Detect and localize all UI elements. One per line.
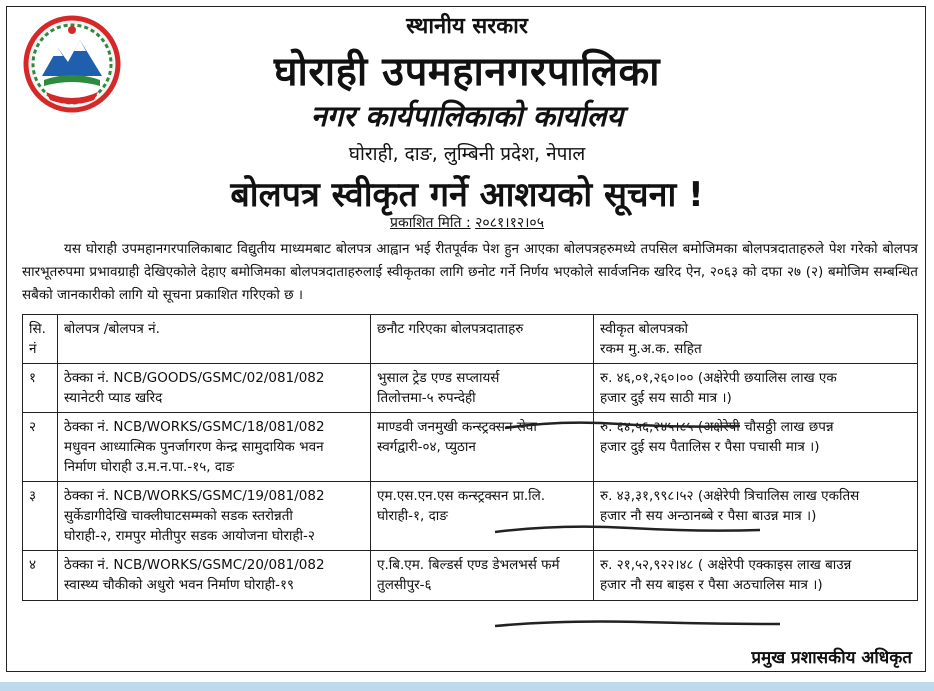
local-government-heading: स्थानीय सरकार — [406, 14, 528, 39]
table-row — [23, 551, 918, 601]
header-bidder: छनौट गरिएका बोलपत्रदाताहरु — [371, 315, 594, 364]
table-header-row — [23, 315, 918, 364]
bottom-strip — [0, 682, 934, 691]
table-row — [23, 364, 918, 413]
notice-paragraph: यस घोराही उपमहानगरपालिकाबाट विद्युतीय माध्यमबाट बोलपत्र आह्वान भई रीतपूर्वक पेश हुन आएका बोलपत्रहरुमध्ये तपसिल बमोजिमका बोलपत्रदाताहरुले पेश गरेको बोलपत्र सारभूतरुपमा प्रभावग्राही देखिएकोले देहाए बमोजिमका बोलपत्रदाताहरुलाई स्वीकृतका लागि छनोट गर्ने निर्णय भएकोले सार्वजनिक खरिद ऐन, २०६३ को दफा २७ (२) बमोजिम सम्बन्धित सबैको जानकारीको लागि यो सूचना प्रकाशित गरिएको छ । — [22, 241, 918, 303]
row-bid: ठेक्का नं. NCB/WORKS/GSMC/19/081/082 सुर्केडागीदेखि चाक्लीघाटसम्मको सडक स्तरोन्नती घोराही-२, रामपुर मोतीपुर सडक आयोजना घोराही-२ — [58, 482, 371, 551]
office-name: नगर कार्यपालिकाको कार्यालय — [310, 99, 624, 133]
published-date-line — [0, 213, 934, 232]
row-sn: ४ — [23, 551, 58, 601]
chief-administrative-officer: प्रमुख प्रशासकीय अधिकृत — [751, 648, 912, 668]
row-bidder: ए.बि.एम. बिल्डर्स एण्ड डेभलभर्स फर्म तुलसीपुर-६ — [371, 551, 594, 601]
row-bidder: माण्डवी जनमुखी कन्स्ट्रक्सन सेवा स्वर्गद्वारी-०४, प्युठान — [371, 413, 594, 482]
published-label: प्रकाशित मिति : — [389, 215, 471, 231]
row-bid: ठेक्का नं. NCB/GOODS/GSMC/02/081/082 स्यानेटरी प्याड खरिद — [58, 364, 371, 413]
row-amount: रु. ४६,०१,२६०।०० (अक्षेरेपी छयालिस लाख एक हजार दुई सय साठी मात्र ।) — [594, 364, 918, 413]
row-sn: १ — [23, 364, 58, 413]
header-bid: बोलपत्र /बोलपत्र नं. — [58, 315, 371, 364]
selected-bids-table — [22, 314, 918, 601]
row-bidder: एम.एस.एन.एस कन्स्ट्रक्सन प्रा.लि. घोराही-१, दाङ — [371, 482, 594, 551]
row-bidder: भुसाल ट्रेड एण्ड सप्लायर्स तिलोत्तमा-५ रुपन्देही — [371, 364, 594, 413]
office-address: घोराही, दाङ, लुम्बिनी प्रदेश, नेपाल — [348, 143, 586, 165]
table-row — [23, 482, 918, 551]
row-sn: ३ — [23, 482, 58, 551]
row-amount: रु. ४३,३१,९९८।५२ (अक्षेरेपी त्रिचालिस लाख एकतिस हजार नौ सय अन्ठानब्बे र पैसा बाउन्न मात्र ।) — [594, 482, 918, 551]
header-sn: सि. नं — [23, 315, 58, 364]
row-amount: रु. ६४,५६,२४५।८५ (अक्षेरेपी चौसठ्ठी लाख छपन्न हजार दुई सय पैतालिस र पैसा पचासी मात्र ।) — [594, 413, 918, 482]
notice-title: बोलपत्र स्वीकृत गर्ने आशयको सूचना ! — [230, 175, 704, 215]
row-sn: २ — [23, 413, 58, 482]
header-amount: स्वीकृत बोलपत्रको रकम मु.अ.क. सहित — [594, 315, 918, 364]
municipality-name: घोराही उपमहानगरपालिका — [273, 49, 661, 95]
table-row — [23, 413, 918, 482]
row-bid: ठेक्का नं. NCB/WORKS/GSMC/20/081/082 स्वास्थ्य चौकीको अधुरो भवन निर्माण घोराही-१९ — [58, 551, 371, 601]
row-bid: ठेक्का नं. NCB/WORKS/GSMC/18/081/082 मधुवन आध्यात्मिक पुनर्जागरण केन्द्र सामुदायिक भवन निर्माण घोराही उ.म.न.पा.-१५, दाङ — [58, 413, 371, 482]
row-amount: रु. २१,५२,९२२।४८ ( अक्षेरेपी एक्काइस लाख बाउन्न हजार नौ सय बाइस र पैसा अठचालिस मात्र ।) — [594, 551, 918, 601]
published-date: २०८१।१२।०५ — [475, 215, 544, 231]
